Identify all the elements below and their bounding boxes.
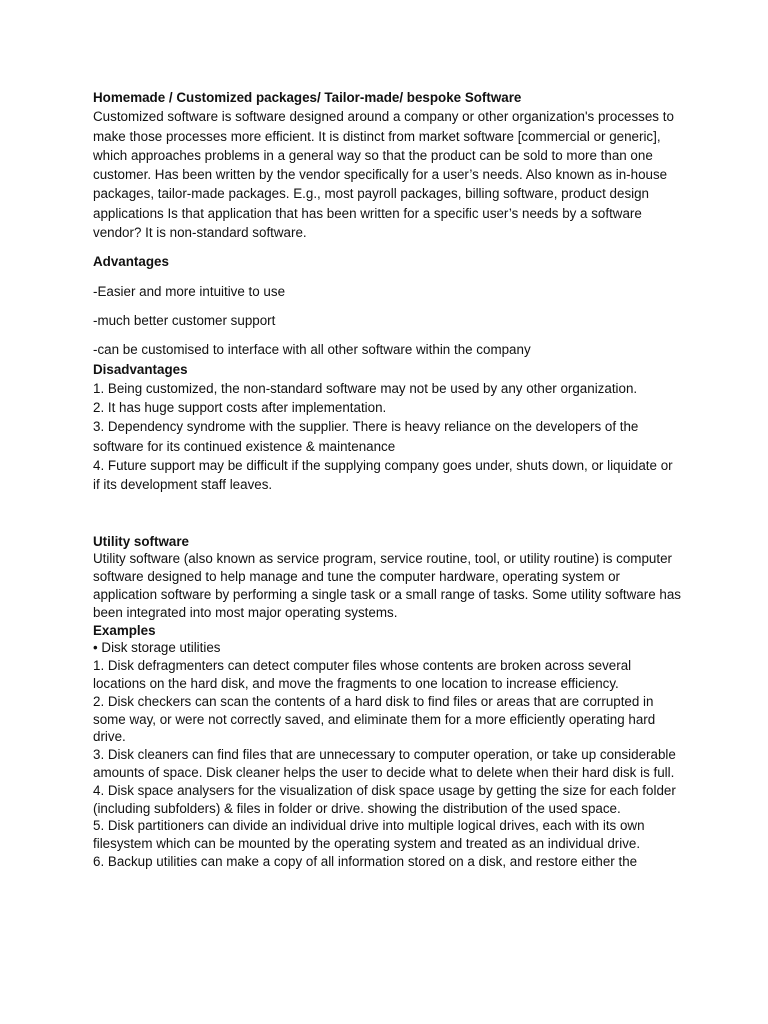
section-title: Homemade / Customized packages/ Tailor-made/ bespoke Software <box>93 90 522 105</box>
bullet-item: • Disk storage utilities <box>93 640 221 656</box>
list-item: 6. Backup utilities can make a copy of all information stored on a disk, and restore either the <box>93 853 638 869</box>
disadvantage-item: 2. It has huge support costs after implementation. <box>93 400 387 416</box>
disadvantages-heading: Disadvantages <box>93 361 188 377</box>
section-customized-software <box>93 88 683 495</box>
list-item: 3. Disk cleaners can find files that are unnecessary to computer operation, or take up considerable amounts of space. Disk cleaner helps the user to decide what to delete when their hard disk is full. <box>93 747 676 780</box>
section-intro: Customized software is software designed around a company or other organization's processes to make those processes more efficient. It is distinct from market software [commercial or generic], which approaches problems in a general way so that the product can be sold to more than one customer. Has been written by the vendor specifically for a user’s needs. Also known as in-house packages, tailor-made packages. E.g., most payroll packages, billing software, product design applications Is that application that has been written for a specific user’s needs by a software vendor? It is non-standard software. <box>93 109 674 241</box>
list-item: 1. Disk defragmenters can detect computer files whose contents are broken across several locations on the hard disk, and move the fragments to one location to increase efficiency. <box>93 658 632 692</box>
list-item: 5. Disk partitioners can divide an individual drive into multiple logical drives, each with its own filesystem which can be mounted by the operating system and treated as an individual drive. <box>93 818 645 852</box>
section-utility-software <box>93 533 683 871</box>
disadvantage-item: 3. Dependency syndrome with the supplier. There is heavy reliance on the developers of the software for its continued existence & maintenance <box>93 419 639 454</box>
document-page <box>93 88 683 871</box>
advantage-item: -much better customer support <box>93 312 276 328</box>
disadvantage-item: 1. Being customized, the non-standard software may not be used by any other organization. <box>93 380 638 396</box>
advantages-heading: Advantages <box>93 254 169 270</box>
list-item: 4. Disk space analysers for the visualization of disk space usage by getting the size for each folder (including subfolders) & files in folder or drive. showing the distribution of the used space. <box>93 782 676 816</box>
list-item: 2. Disk checkers can scan the contents of a hard disk to find files or areas that are corrupted in some way, or were not correctly saved, and eliminate them for a more efficiently operating hard drive. <box>93 693 656 745</box>
advantage-item: -Easier and more intuitive to use <box>93 283 286 299</box>
advantage-item: -can be customised to interface with all other software within the company <box>93 342 531 358</box>
section-intro: Utility software (also known as service program, service routine, tool, or utility routine) is computer software designed to help manage and tune the computer hardware, operating system or application software by performing a single task or a small range of tasks. Some utility software has been integrated into most major operating systems. <box>93 551 681 620</box>
disadvantage-item: 4. Future support may be difficult if the supplying company goes under, shuts down, or liquidate or if its development staff leaves. <box>93 458 673 493</box>
examples-heading: Examples <box>93 622 156 638</box>
section-title: Utility software <box>93 533 189 549</box>
